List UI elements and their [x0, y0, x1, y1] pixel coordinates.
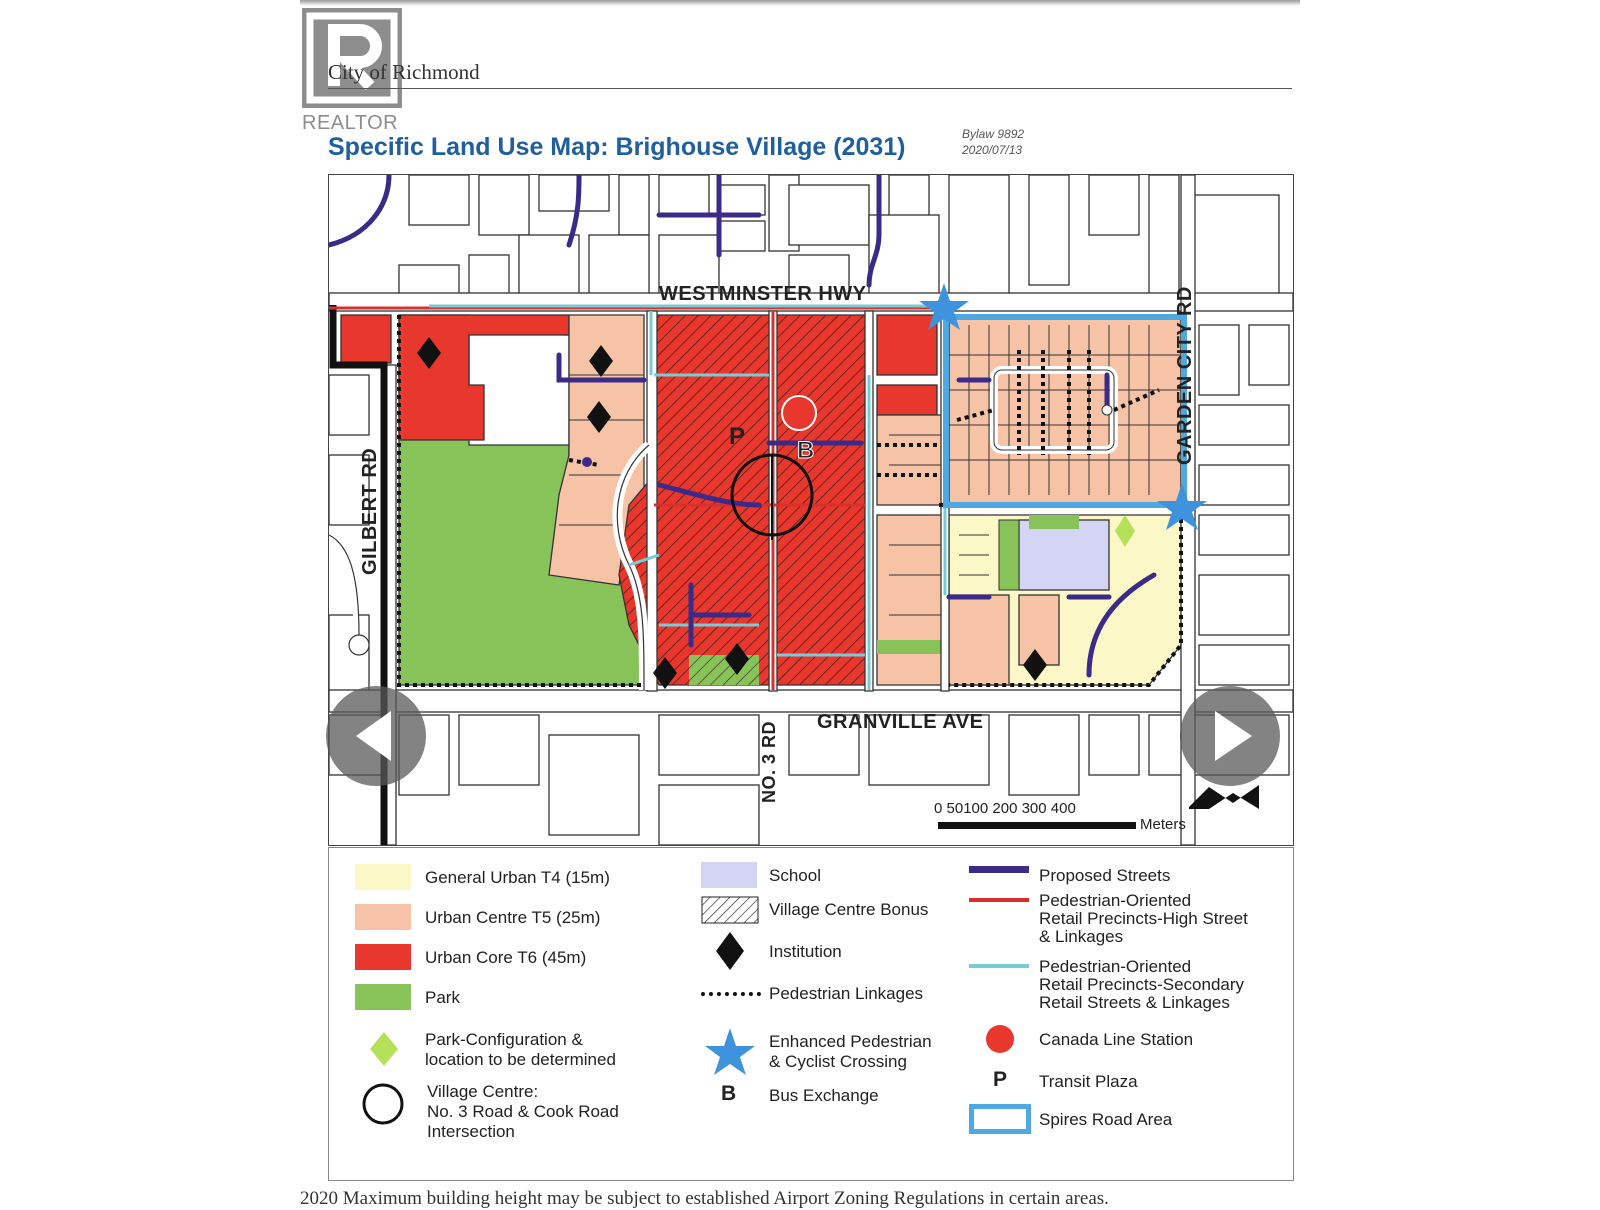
land-use-map[interactable]	[328, 174, 1294, 846]
high-street-line-icon	[969, 898, 1029, 902]
institution-diamond-icon	[715, 932, 745, 970]
prev-image-button[interactable]	[326, 686, 426, 786]
legend-label-institution: Institution	[769, 942, 842, 961]
legend-label-village-bonus: Village Centre Bonus	[769, 900, 929, 919]
legend-label-school: School	[769, 866, 821, 885]
map-canvas	[329, 175, 1293, 845]
park-config-diamond-icon	[369, 1032, 399, 1066]
legend-label-bus-exchange: Bus Exchange	[769, 1086, 879, 1105]
legend-label-canada-line: Canada Line Station	[1039, 1030, 1194, 1049]
road-label-westminster: WESTMINSTER HWY	[659, 283, 867, 305]
header-rule	[328, 88, 1292, 89]
legend-label-village-centre: Village Centre: No. 3 Road & Cook Road Intersection	[427, 1082, 619, 1141]
next-image-button[interactable]	[1180, 686, 1280, 786]
canada-line-station-legend-icon	[985, 1024, 1015, 1054]
legend-label-crossing: Enhanced Pedestrian & Cyclist Crossing	[769, 1032, 932, 1071]
legend-label-park: Park	[425, 988, 460, 1007]
bylaw-info	[962, 126, 1024, 158]
scale-unit: Meters	[1140, 816, 1186, 833]
canada-line-station-icon	[782, 396, 816, 430]
secondary-street-line-icon	[969, 964, 1029, 968]
legend-label-secondary-street: Pedestrian-Oriented Retail Precincts-Secondary Retail Streets & Linkages	[1039, 957, 1245, 1012]
bylaw-date: 2020/07/13	[962, 143, 1023, 157]
scale-ticks: 0 50100 200 300 400	[934, 800, 1076, 817]
map-legend	[328, 847, 1294, 1181]
legend-label-t6: Urban Core T6 (45m)	[425, 948, 587, 967]
footer-note: 2020 Maximum building height may be subject to established Airport Zoning Regulations in certain areas.	[300, 1188, 1109, 1209]
city-name: City of Richmond	[328, 60, 480, 84]
legend-swatch-t4	[355, 864, 411, 890]
transit-plaza-marker: P	[729, 423, 746, 450]
legend-swatch-t6	[355, 944, 411, 970]
bylaw-number: Bylaw 9892	[962, 127, 1025, 141]
spires-road-area-legend-icon	[969, 1104, 1031, 1134]
legend-label-spires: Spires Road Area	[1039, 1110, 1173, 1129]
legend-label-transit-plaza: Transit Plaza	[1039, 1072, 1138, 1091]
road-label-no3: NO. 3 RD	[759, 720, 779, 803]
scale-bar-line	[938, 822, 1136, 829]
transit-plaza-symbol: P	[993, 1068, 1008, 1091]
map-title: Specific Land Use Map: Brighouse Village (2031)	[328, 133, 906, 161]
road-label-granville: GRANVILLE AVE	[817, 711, 984, 733]
road-label-garden-city: GARDEN CITY RD	[1174, 286, 1196, 465]
chevron-right-icon	[1180, 686, 1280, 786]
legend-label-high-street: Pedestrian-Oriented Retail Precincts-High Street & Linkages	[1039, 891, 1248, 946]
chevron-left-icon	[326, 686, 426, 786]
village-centre-circle-icon	[361, 1082, 405, 1126]
crossing-star-icon	[705, 1028, 755, 1076]
legend-label-proposed-streets: Proposed Streets	[1039, 866, 1171, 885]
realtor-logo-icon	[302, 8, 402, 108]
road-label-gilbert: GILBERT RD	[359, 447, 381, 575]
scale-bar	[930, 800, 1186, 840]
realtor-watermark-text: REALTOR	[302, 112, 399, 134]
legend-swatch-t5	[355, 904, 411, 930]
bus-exchange-symbol: B	[721, 1082, 737, 1105]
legend-label-t5: Urban Centre T5 (25m)	[425, 908, 601, 927]
legend-label-park-config: Park-Configuration & location to be determined	[425, 1030, 616, 1069]
village-centre-bonus-hatch-icon	[701, 896, 759, 924]
proposed-street-line-icon	[969, 866, 1029, 873]
legend-swatch-school	[701, 862, 757, 888]
legend-swatch-park	[355, 984, 411, 1010]
bus-exchange-marker: B	[797, 437, 815, 464]
legend-label-t4: General Urban T4 (15m)	[425, 868, 610, 887]
legend-label-pedestrian-linkages: Pedestrian Linkages	[769, 984, 924, 1003]
north-arrow-icon	[1189, 785, 1259, 809]
page-top-shadow	[300, 0, 1300, 6]
pedestrian-linkage-line-icon	[701, 992, 761, 996]
